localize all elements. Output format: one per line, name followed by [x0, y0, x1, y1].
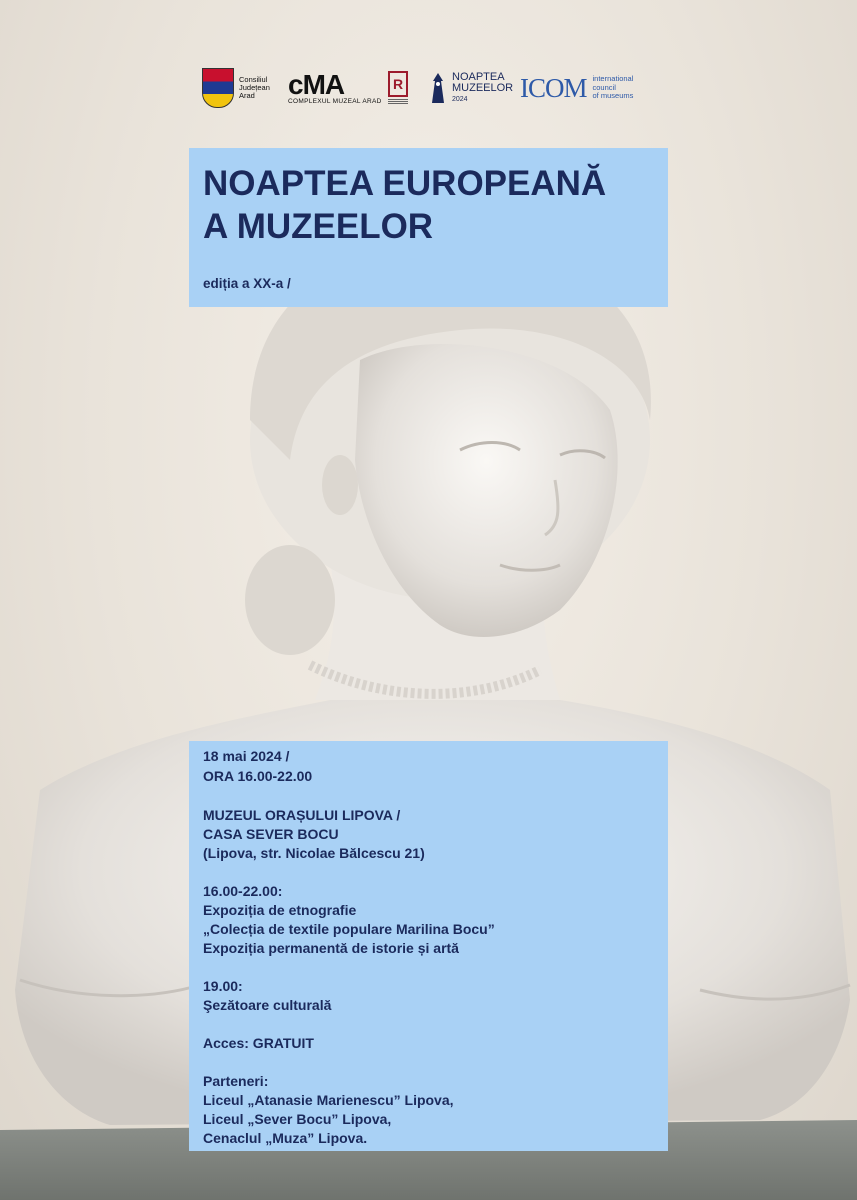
venue-house: CASA SEVER BOCU — [203, 826, 339, 842]
venue-address: (Lipova, str. Nicolae Bălcescu 21) — [203, 845, 425, 861]
icom-subtitle: international council of museums — [592, 74, 634, 101]
coat-of-arms-icon — [202, 68, 234, 108]
consiliul-logo-text: Consiliul Județean Arad — [239, 75, 270, 100]
cma-subtitle: COMPLEXUL MUZEAL ARAD — [288, 97, 382, 105]
owl-figure-icon — [430, 73, 446, 103]
event-info-panel — [189, 741, 668, 1151]
partner-item: Liceul „Atanasie Marienescu” Lipova, — [203, 1092, 454, 1108]
title-line-1: NOAPTEA EUROPEANĂ — [203, 164, 607, 203]
sponsor-logos — [202, 66, 662, 110]
icom-logo — [520, 66, 633, 110]
slot1-item: Expoziția de etnografie — [203, 902, 357, 918]
muzeul-lipova-logo — [388, 66, 408, 110]
venue-name: MUZEUL ORAȘULUI LIPOVA / — [203, 807, 401, 823]
partners-label: Parteneri: — [203, 1073, 269, 1089]
noaptea-muzeelor-logo — [430, 66, 513, 110]
slot2-item: Şezătoare culturală — [203, 997, 332, 1013]
slot1-item: Expoziția permanentă de istorie și artă — [203, 940, 459, 956]
r-emblem-icon: R — [388, 71, 408, 97]
poster-title — [203, 162, 654, 248]
consiliul-judetean-arad-logo — [202, 66, 273, 110]
emblem-caption-lines — [388, 99, 408, 105]
cma-mark: cMA — [288, 68, 345, 100]
slot1-time: 16.00-22.00: — [203, 883, 283, 899]
event-time: ORA 16.00-22.00 — [203, 768, 313, 784]
slot2-time: 19.00: — [203, 978, 243, 994]
access-info: Acces: GRATUIT — [203, 1035, 314, 1051]
partner-item: Liceul „Sever Bocu” Lipova, — [203, 1111, 392, 1127]
edition-label: ediția a XX-a / — [203, 276, 291, 291]
title-line-2: A MUZEELOR — [203, 207, 434, 246]
partner-item: Cenaclul „Muza” Lipova. — [203, 1130, 368, 1146]
event-date: 18 mai 2024 / — [203, 748, 290, 764]
complexul-muzeal-arad-logo — [288, 66, 382, 110]
icom-mark: ICOM — [520, 72, 587, 103]
title-panel — [189, 148, 668, 307]
noaptea-muzeelor-text: NOAPTEA MUZEELOR 2024 — [452, 70, 514, 103]
slot1-item: „Colecția de textile populare Marilina Bocu” — [203, 921, 495, 937]
